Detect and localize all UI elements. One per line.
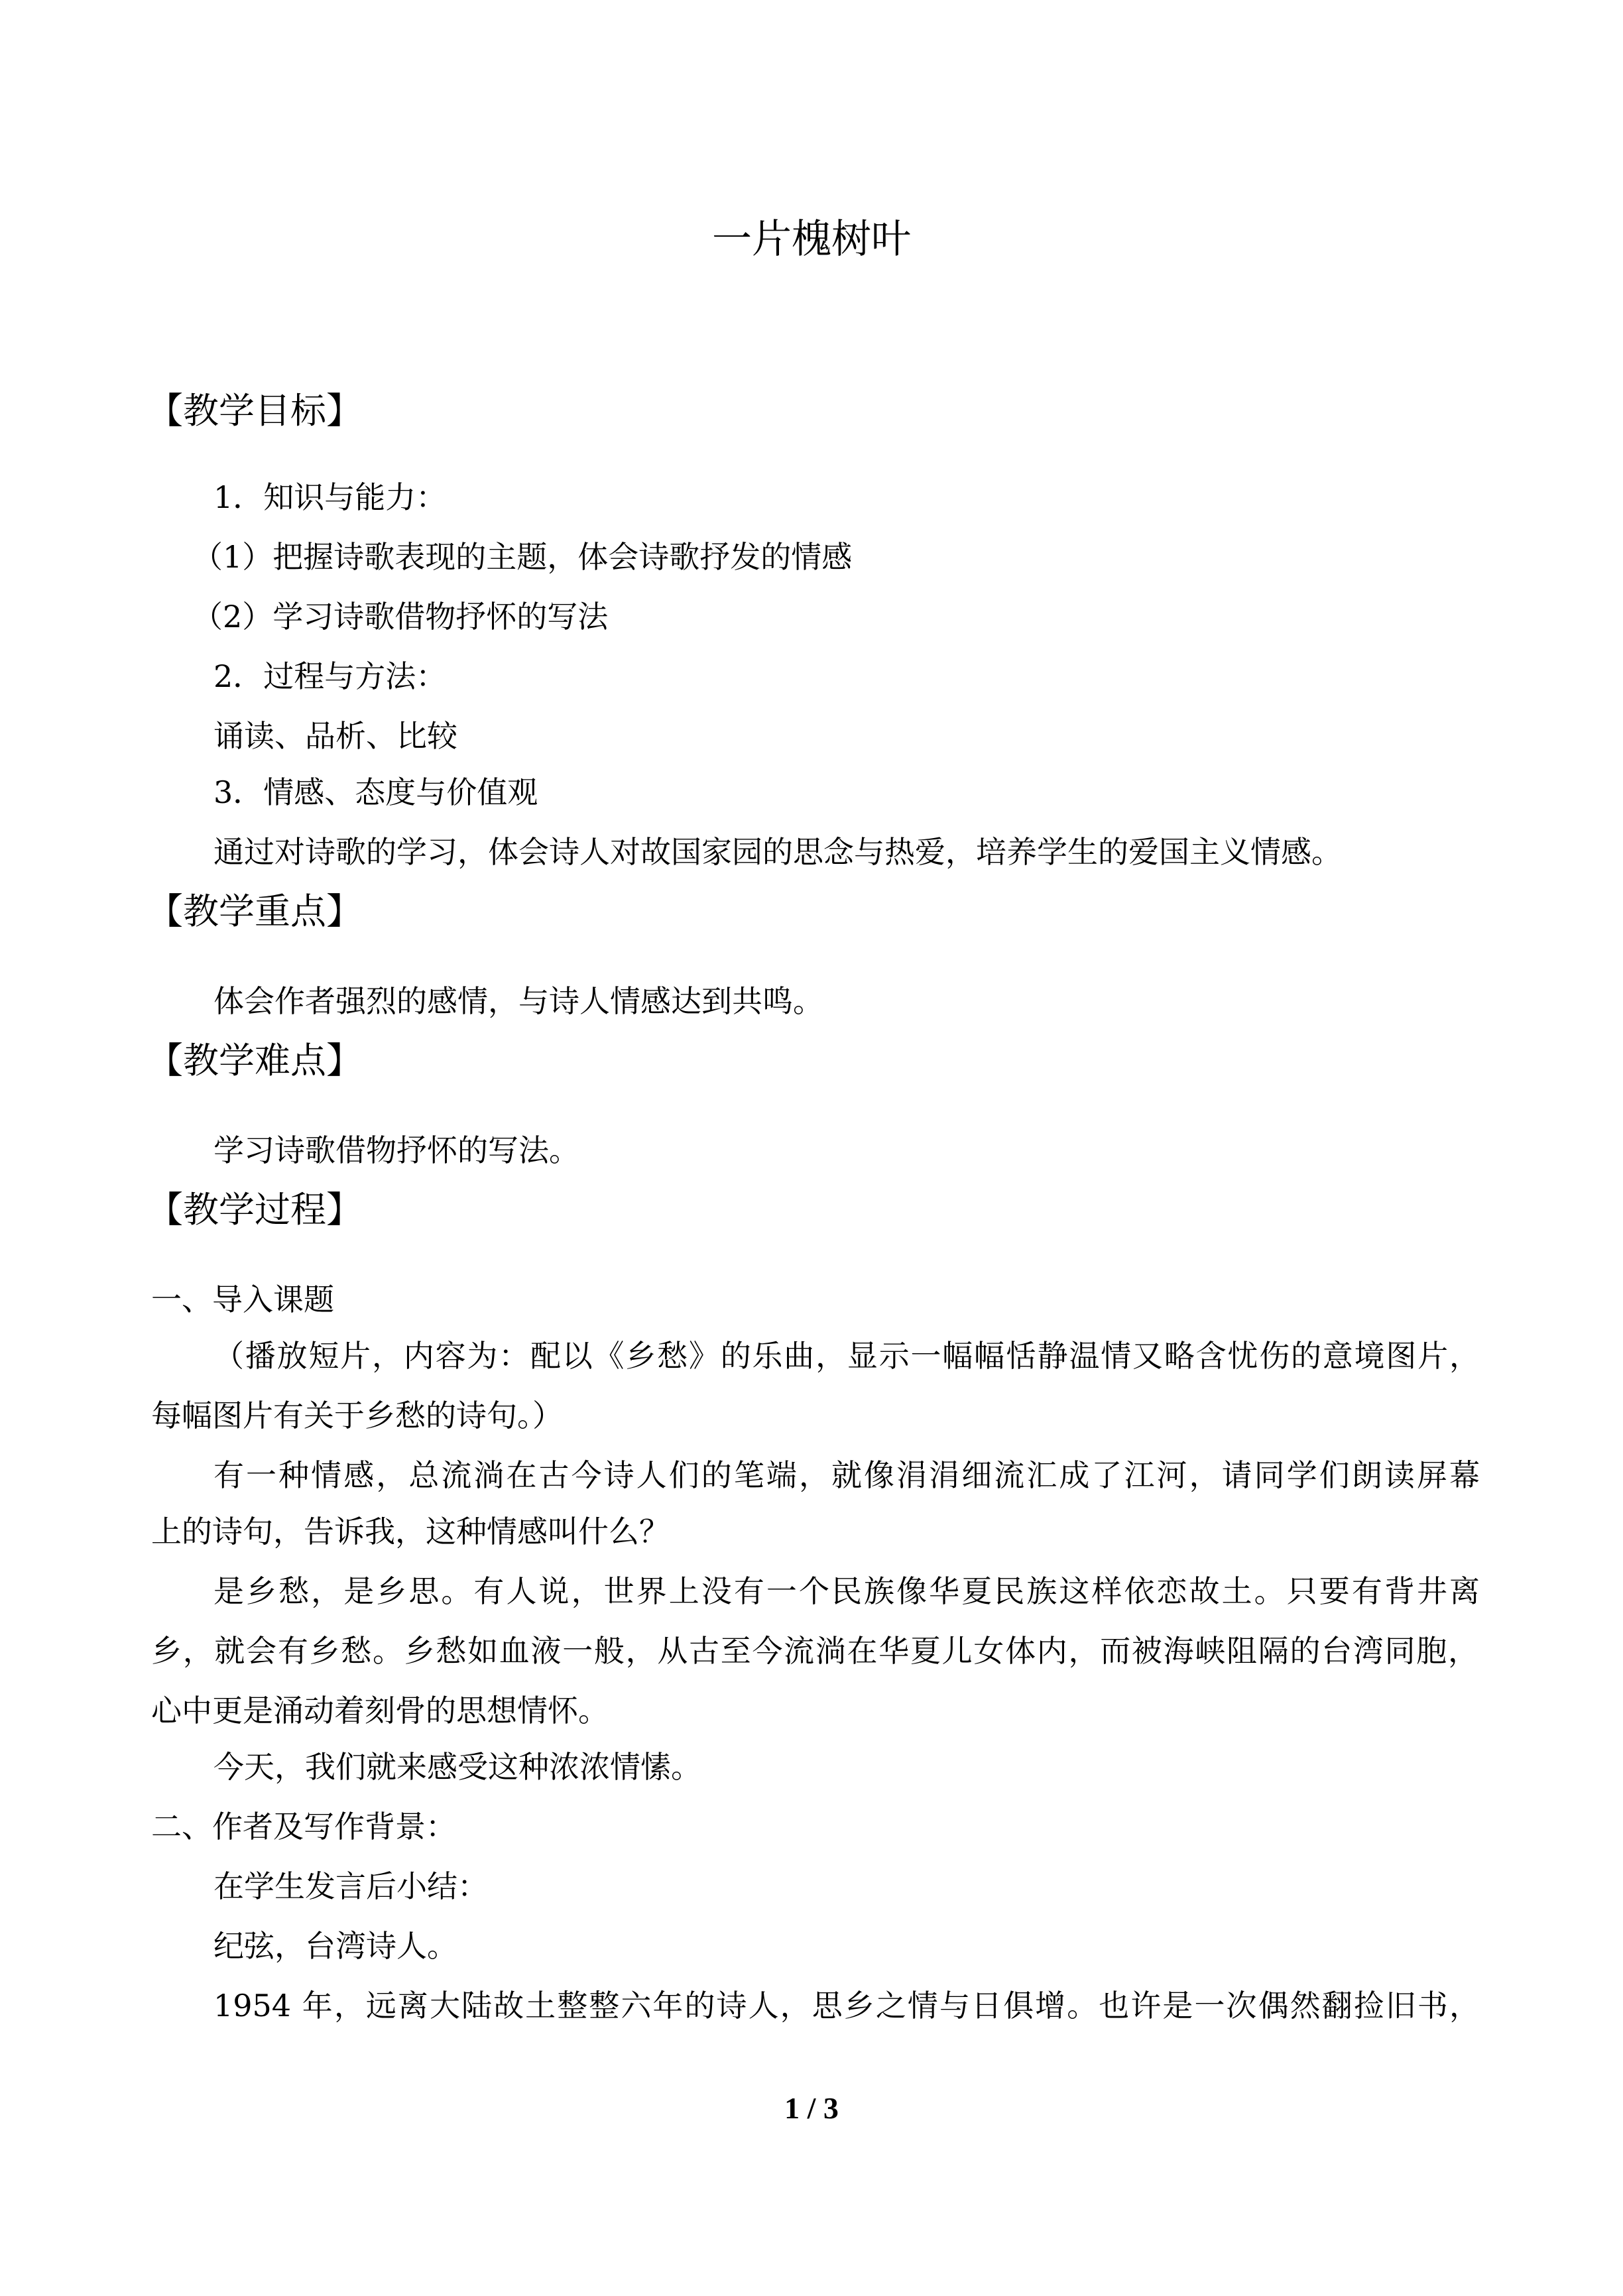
process-p1-line2: 每幅图片有关于乡愁的诗句。）: [151, 1398, 563, 1433]
process-p1-line1: （播放短片，内容为：配以《乡愁》的乐曲，显示一幅幅恬静温情又略含忧伤的意境图片，: [213, 1338, 1480, 1374]
heading-key-points: 【教学重点】: [147, 890, 362, 932]
process-part-1-title: 一、导入课题: [151, 1282, 334, 1317]
process-part-2-title: 二、作者及写作背景：: [151, 1809, 456, 1844]
objective-item-1-sub-2: （2）学习诗歌借物抒怀的写法: [192, 599, 609, 634]
document-title: 一片槐树叶: [712, 216, 911, 263]
process-p3-line3: 心中更是涌动着刻骨的思想情怀。: [151, 1693, 609, 1728]
heading-process: 【教学过程】: [147, 1189, 362, 1231]
process-p6: 纪弦，台湾诗人。: [213, 1928, 457, 1964]
heading-objectives: 【教学目标】: [147, 390, 362, 432]
process-p4: 今天，我们就来感受这种浓浓情愫。: [213, 1749, 701, 1785]
process-p2-line1: 有一种情感，总流淌在古今诗人们的笔端，就像涓涓细流汇成了江河，请同学们朗读屏幕: [213, 1457, 1480, 1493]
objective-item-1-sub-1: （1）把握诗歌表现的主题，体会诗歌抒发的情感: [192, 539, 853, 575]
heading-difficulties: 【教学难点】: [147, 1040, 362, 1081]
objective-item-3-text: 通过对诗歌的学习，体会诗人对故国家园的思念与热爱，培养学生的爱国主义情感。: [213, 834, 1342, 870]
process-p2-line2: 上的诗句，告诉我，这种情感叫什么？: [151, 1514, 670, 1549]
objective-item-2: 2．过程与方法：: [213, 658, 447, 694]
difficulties-text: 学习诗歌借物抒怀的写法。: [213, 1132, 579, 1168]
process-p3-line2: 乡，就会有乡愁。乡愁如血液一般，从古至今流淌在华夏儿女体内，而被海峡阻隔的台湾同胞，: [151, 1633, 1478, 1669]
key-points-text: 体会作者强烈的感情，与诗人情感达到共鸣。: [213, 983, 823, 1019]
objective-item-2-text: 诵读、品析、比较: [213, 718, 457, 754]
objective-item-3: 3．情感、态度与价值观: [213, 774, 538, 810]
process-p5: 在学生发言后小结：: [213, 1868, 488, 1904]
objective-item-1: 1．知识与能力：: [213, 479, 447, 515]
process-p3-line1: 是乡愁，是乡思。有人说，世界上没有一个民族像华夏民族这样依恋故土。只要有背井离: [213, 1573, 1480, 1609]
process-p7-line1: 1954 年，远离大陆故土整整六年的诗人，思乡之情与日俱增。也许是一次偶然翻捡旧书，: [213, 1988, 1480, 2024]
page-number: 1 / 3: [784, 2091, 839, 2125]
